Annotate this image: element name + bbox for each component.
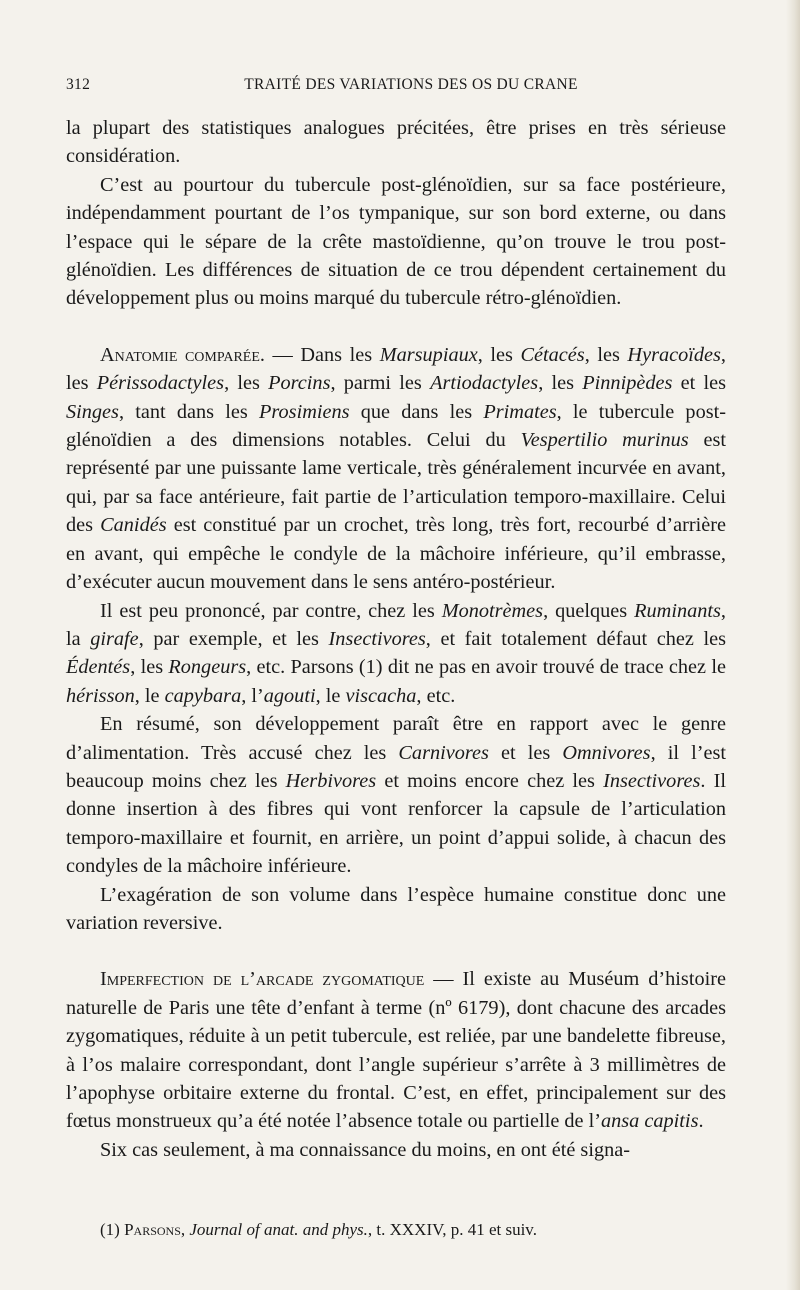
text-run: , t. XXXIV, p. 41 et suiv. [367, 1220, 537, 1239]
footnote-journal: Journal of anat. and phys. [189, 1220, 368, 1239]
italic-term: Édentés [66, 656, 131, 679]
italic-term: Hyracoïdes [627, 343, 721, 366]
italic-term: Périssodactyles [96, 372, 225, 395]
italic-term: viscacha [345, 684, 417, 707]
italic-term: Marsupiaux [379, 343, 478, 366]
text-run: , etc. Parsons (1) dit ne pas en avoir trouvé de trace chez le [246, 656, 726, 679]
footnote-number: (1) [100, 1220, 125, 1239]
italic-term: Insectivores [328, 627, 426, 650]
body-text [66, 114, 726, 1164]
italic-term: Canidés [100, 514, 167, 537]
italic-term: girafe [90, 627, 139, 650]
text-run: Il est peu prononcé, par contre, chez les [100, 599, 442, 622]
section-lead: Imperfection de l’arcade zygomatique [100, 968, 425, 991]
text-run: et moins encore chez les [376, 769, 604, 792]
page-edge-shadow [786, 0, 800, 1290]
italic-term: Prosimiens [259, 400, 350, 423]
italic-term: Herbivores [285, 769, 377, 792]
italic-term: Singes [66, 400, 119, 423]
footnote-author: Parsons [124, 1220, 181, 1239]
text-run: , les [66, 343, 726, 395]
paragraph-anatomie-comparee [66, 341, 726, 597]
text-run: — Dans les [264, 343, 380, 366]
text-run: , le tubercule post-glénoïdien a des dimensions notables. Celui du [66, 400, 726, 452]
italic-term: Cétacés [520, 343, 585, 366]
text-run: , quelques [543, 599, 635, 622]
italic-term: Ruminants [634, 599, 721, 622]
italic-term: capybara [164, 684, 242, 707]
paragraph: C’est au pourtour du tubercule post-glénoïdien, sur sa face postérieure, indépendamment pourtant de l’os tympanique, sur son bord externe, ou dans l’espace qui le sépare de la crête mastoïdienne, qu’on trouve le trou post-glénoïdien. Les différences de situation de ce trou dépendent certainement du développement plus ou moins marqué du tubercule rétro-glénoïdien. [66, 173, 726, 310]
text-run: , les [224, 372, 269, 395]
italic-term: Insectivores [603, 769, 701, 792]
paragraph-arcade-zygomatique [66, 965, 726, 1135]
text-run: , tant dans les [118, 400, 260, 423]
italic-term: Omnivores [562, 741, 651, 764]
italic-term: ansa capitis [601, 1110, 699, 1133]
text-run: , les [584, 343, 628, 366]
text-run: , les [477, 343, 521, 366]
paragraph [66, 710, 726, 880]
section-lead: Anatomie comparée. [100, 343, 265, 366]
paragraph: la plupart des statistiques analogues précitées, être prises en très sérieuse considération. [66, 117, 726, 168]
italic-term: Porcins [268, 372, 331, 395]
text-run: , parmi les [330, 372, 431, 395]
text-run: , etc. [416, 684, 456, 707]
running-header [66, 76, 726, 100]
italic-term: Monotrèmes [441, 599, 544, 622]
text-run: En résumé, son développement paraît être en rapport avec le genre d’alimentation. Très accusé chez les [66, 713, 726, 764]
italic-term: hérisson [66, 684, 135, 707]
text-run: , le [315, 684, 346, 707]
text-run: est représenté par une puissante lame verticale, très généralement incurvée en avant, qui, par sa face antérieure, fait partie de l’articulation temporo-maxillaire. Celui des [66, 429, 726, 537]
text-run: , par exemple, et les [138, 627, 329, 650]
text-run: et les [672, 372, 727, 395]
paragraph: L’exagération de son volume dans l’espèce humaine constitue donc une variation reversive. [66, 883, 726, 934]
text-run: est constitué par un crochet, très long, très fort, recourbé d’arrière en avant, qui empêche le condyle de la mâchoire inférieure, qu’il embrasse, d’exécuter aucun mouvement dans le sens antéro-postérieur. [66, 514, 726, 594]
text-run: , la [66, 599, 726, 650]
paragraph [66, 597, 726, 711]
text-run: . Il donne insertion à des fibres qui vont renforcer la capsule de l’articulation temporo-maxillaire et fournit, en arrière, un point d’appui solide, à chacun des condyles de la mâchoire inférieure. [66, 769, 727, 878]
italic-term: Primates [483, 400, 557, 423]
page-number: 312 [66, 76, 91, 93]
text-run: , les [538, 372, 583, 395]
text-run: et les [488, 741, 563, 764]
text-run: , le [134, 684, 165, 707]
italic-term: Pinnipèdes [582, 372, 673, 395]
paragraph: Six cas seulement, à ma connaissance du moins, en ont été signa- [100, 1138, 630, 1161]
text-run: , et fait totalement défaut chez les [425, 627, 726, 650]
text-run: , [180, 1220, 190, 1239]
running-title: TRAITÉ DES VARIATIONS DES OS DU CRANE [244, 76, 578, 93]
italic-term: Artiodactyles [430, 372, 539, 395]
text-run: , l’ [241, 684, 264, 707]
text-run: que dans les [349, 400, 484, 423]
footnote [66, 1218, 726, 1242]
text-run: , il l’est beaucoup moins chez les [66, 741, 726, 792]
text-run: — Il existe au Muséum d’histoire naturelle de Paris une tête d’enfant à terme (nº 6179), dont chacune des arcades zygomatiques, réduite à un petit tubercule, est reliée, par une bandelette fibreuse, à l’os malaire correspondant, dont l’angle supérieur s’arrête à 3 millimètres de l’apophyse orbitaire externe du frontal. C’est, en effet, principalement sur des fœtus monstrueux qu’a été notée l’absence totale ou partielle de l’ [66, 968, 726, 1133]
italic-term: agouti [263, 684, 316, 707]
italic-term: Carnivores [398, 741, 489, 764]
text-run: , les [130, 656, 169, 679]
italic-term: Vespertilio murinus [520, 429, 689, 452]
italic-term: Rongeurs [168, 656, 247, 679]
text-run: . [698, 1110, 704, 1133]
